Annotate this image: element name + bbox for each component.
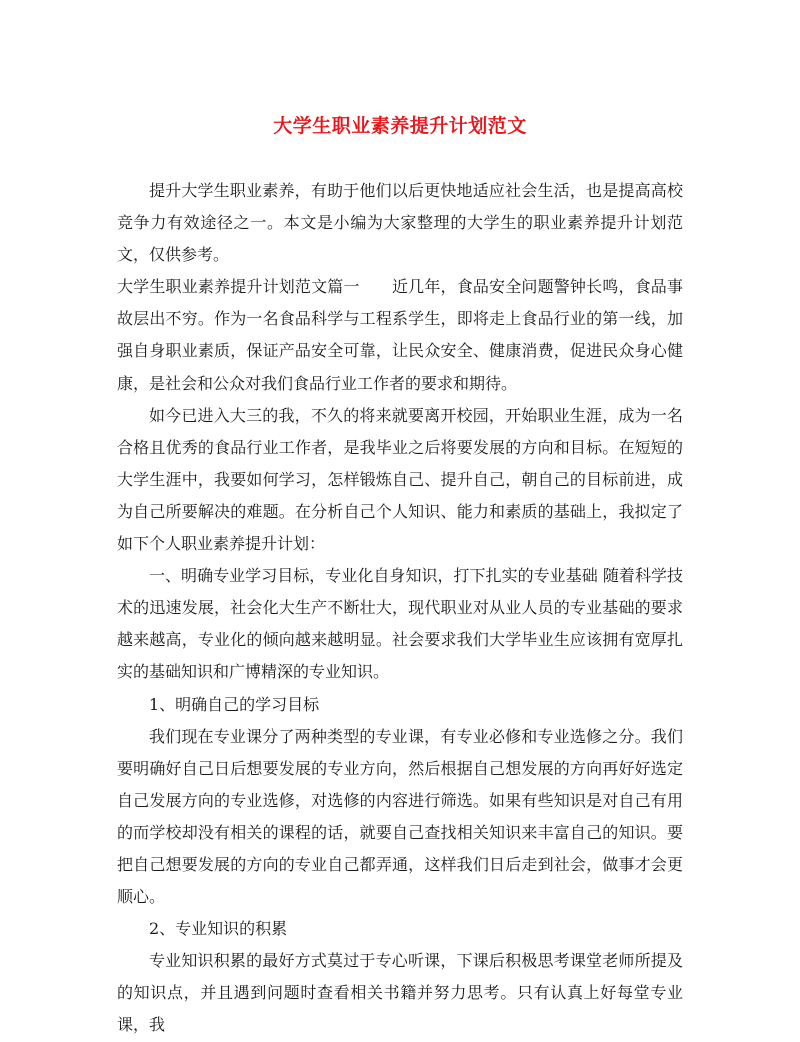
section-heading-one: 一、明确专业学习目标，专业化自身知识，打下扎实的专业基础 随着科学技术的迅速发展，社会化大生产不断壮大，现代职业对从业人员的专业基础的要求越来越高，专业化的倾向越来越明显。社会要求我们大学毕业生应该拥有宽厚扎实的基础知识和广博精深的专业知识。 <box>117 566 683 682</box>
subheading-knowledge-accumulation: 2、专业知识的积累 <box>149 919 288 939</box>
document-body <box>117 175 683 1042</box>
paragraph-elective-courses: 我们现在专业课分了两种类型的专业课，有专业必修和专业选修之分。我们要明确好自己日后想要发展的专业方向，然后根据自己想发展的方向再好好选定自己发展方向的专业选修，对选修的内容进行筛选。如果有些知识是对自己有用的而学校却没有相关的课程的话，就要自己查找相关知识来丰富自己的知识。要把自己想要发展的方向的专业自己都弄通，这样我们日后走到社会，做事才会更顺心。 <box>117 726 683 907</box>
paragraph-self-analysis: 如今已进入大三的我，不久的将来就要离开校园，开始职业生涯，成为一名合格且优秀的食品行业工作者，是我毕业之后将要发展的方向和目标。在短短的大学生涯中，我要如何学习，怎样锻炼自己、提升自己，朝自己的目标前进，成为自己所要解决的难题。在分析自己个人知识、能力和素质的基础上，我拟定了如下个人职业素养提升计划： <box>117 405 683 554</box>
paragraph-intro: 提升大学生职业素养，有助于他们以后更快地适应社会生活，也是提高高校竞争力有效途径之一。本文是小编为大家整理的大学生的职业素养提升计划范文，仅供参考。 <box>117 181 683 265</box>
document-title: 大学生职业素养提升计划范文 <box>273 115 527 137</box>
subheading-learning-goal: 1、明确自己的学习目标 <box>149 694 320 714</box>
paragraph-knowledge-accumulation: 专业知识积累的最好方式莫过于专心听课，下课后积极思考课堂老师所提及的知识点，并且遇到问题时查看相关书籍并努力思考。只有认真上好每堂专业课，我 <box>117 951 683 1035</box>
paragraph-article-one: 大学生职业素养提升计划范文篇一 近几年，食品安全问题警钟长鸣，食品事故层出不穷。作为一名食品科学与工程系学生，即将走上食品行业的第一线，加强自身职业素质，保证产品安全可靠，让民众安全、健康消费，促进民众身心健康，是社会和公众对我们食品行业工作者的要求和期待。 <box>117 277 683 393</box>
